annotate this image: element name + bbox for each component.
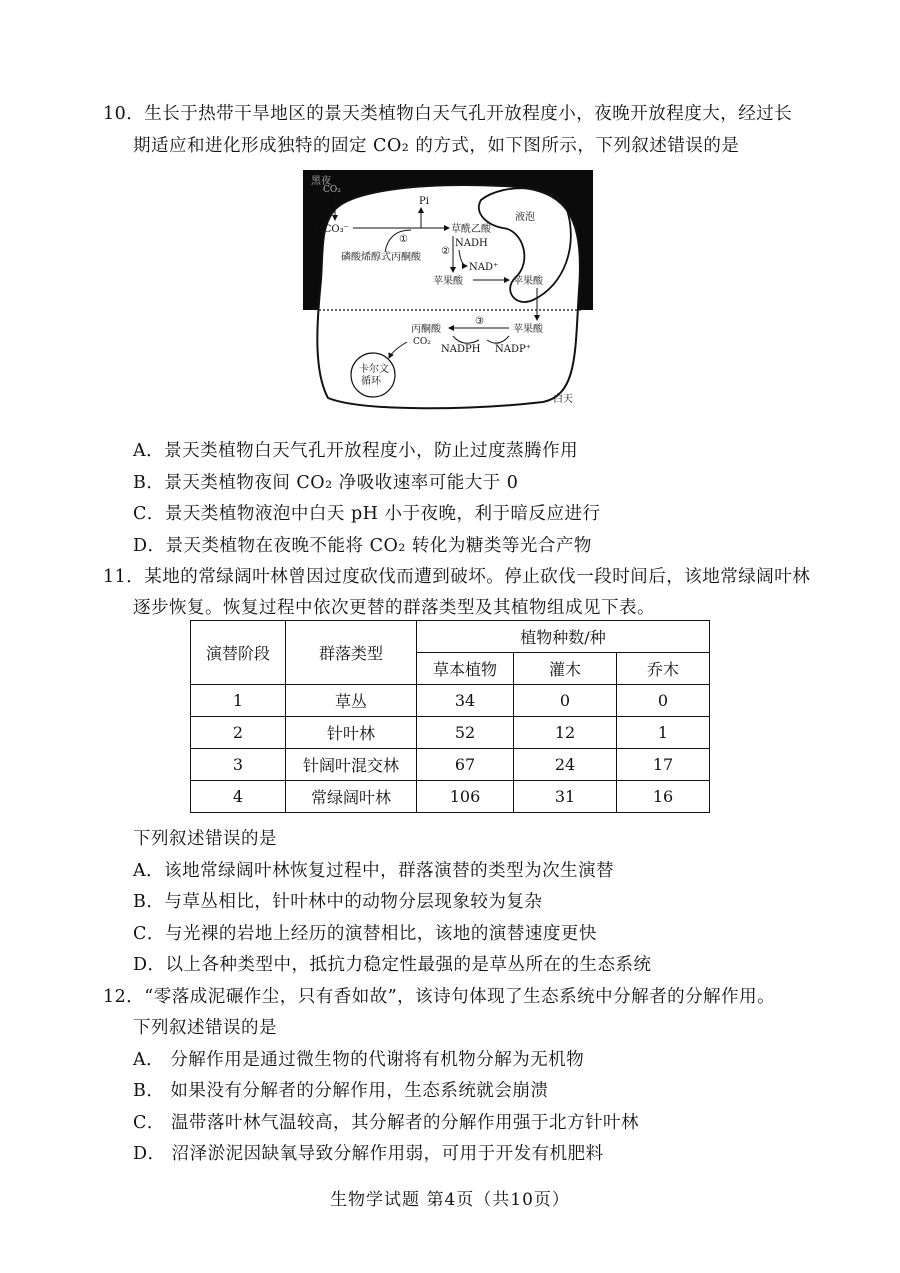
cell-herb: 67 [417, 749, 514, 781]
q11-option-d: D．以上各种类型中，抵抗力稳定性最强的是草丛所在的生态系统 [133, 955, 652, 975]
cam-pathway-diagram [303, 170, 593, 420]
cell-type: 常绿阔叶林 [286, 781, 417, 813]
cell-tree: 1 [617, 717, 710, 749]
cell-stage: 2 [191, 717, 286, 749]
header-shrub: 灌木 [514, 653, 617, 685]
day-label: 白天 [553, 394, 573, 405]
cell-herb: 106 [417, 781, 514, 813]
cell-stage: 1 [191, 685, 286, 717]
q10-option-b: B．景天类植物夜间 CO₂ 净吸收速率可能大于 0 [133, 473, 519, 493]
cell-tree: 16 [617, 781, 710, 813]
pep-label: 磷酸烯醇式丙酮酸 [341, 252, 421, 263]
cell-shrub: 12 [514, 717, 617, 749]
q12-option-d: D． 沼泽淤泥因缺氧导致分解作用弱，可用于开发有机肥料 [133, 1144, 604, 1164]
header-stage: 演替阶段 [191, 621, 286, 685]
malate-label-vacuole: 苹果酸 [513, 276, 543, 287]
table-row [191, 685, 710, 717]
table-row [191, 749, 710, 781]
cell-herb: 34 [417, 685, 514, 717]
pyruvate-label: 丙酮酸 [411, 324, 441, 335]
nadh-label: NADH [455, 238, 488, 249]
nad-label: NAD⁺ [469, 262, 499, 273]
q12-option-c: C． 温带落叶林气温较高，其分解者的分解作用强于北方针叶林 [133, 1113, 639, 1133]
cell-shrub: 24 [514, 749, 617, 781]
q12-option-a: A． 分解作用是通过微生物的代谢将有机物分解为无机物 [133, 1050, 585, 1070]
calvin-label: 卡尔文 [359, 364, 389, 375]
q10-option-d: D．景天类植物在夜晚不能将 CO₂ 转化为糖类等光合产物 [133, 536, 592, 556]
cell-type: 草丛 [286, 685, 417, 717]
vacuole-label: 液泡 [515, 212, 535, 223]
cell-type: 针阔叶混交林 [286, 749, 417, 781]
cell-stage: 4 [191, 781, 286, 813]
cell-tree: 0 [617, 685, 710, 717]
cell-tree: 17 [617, 749, 710, 781]
header-herb: 草本植物 [417, 653, 514, 685]
nadph-label: NADPH [441, 344, 481, 355]
header-tree: 乔木 [617, 653, 710, 685]
step1-label: ① [399, 234, 408, 245]
cell-herb: 52 [417, 717, 514, 749]
q11-option-b: B．与草丛相比，针叶林中的动物分层现象较为复杂 [133, 892, 543, 912]
q11-option-c: C．与光裸的岩地上经历的演替相比，该地的演替速度更快 [133, 924, 597, 944]
co2-label: CO₂ [323, 185, 341, 195]
q10-option-c: C．景天类植物液泡中白天 pH 小于夜晚，利于暗反应进行 [133, 504, 601, 524]
q12-stem-line1: 12．“零落成泥碾作尘，只有香如故”，该诗句体现了生态系统中分解者的分解作用。 [103, 987, 776, 1007]
night-label: 黑夜 [311, 176, 331, 187]
q10-stem-line2: 期适应和进化形成独特的固定 CO₂ 的方式，如下图所示，下列叙述错误的是 [133, 136, 740, 156]
q11-stem-line2: 逐步恢复。恢复过程中依次更替的群落类型及其植物组成见下表。 [133, 598, 655, 618]
hco3-label: HCO₃⁻ [315, 224, 349, 235]
pi-label: Pi [419, 196, 429, 207]
cycle-label: 循环 [361, 376, 381, 387]
cell-type: 针叶林 [286, 717, 417, 749]
succession-table [190, 620, 710, 813]
co2-release-label: CO₂ [413, 337, 431, 347]
q12-question: 下列叙述错误的是 [133, 1018, 277, 1038]
q10-stem-line1: 10．生长于热带干旱地区的景天类植物白天气孔开放程度小，夜晚开放程度大，经过长 [103, 104, 793, 124]
cell-shrub: 31 [514, 781, 617, 813]
cell-stage: 3 [191, 749, 286, 781]
page-footer: 生物学试题 第4页（共10页） [330, 1190, 570, 1210]
q10-option-a: A．景天类植物白天气孔开放程度小，防止过度蒸腾作用 [133, 441, 579, 461]
cell-shrub: 0 [514, 685, 617, 717]
oxaloacetate-label: 草酰乙酸 [451, 224, 491, 235]
header-species-count: 植物种数/种 [417, 621, 710, 653]
step3-label: ③ [475, 316, 484, 327]
header-community-type: 群落类型 [286, 621, 417, 685]
q11-option-a: A．该地常绿阔叶林恢复过程中，群落演替的类型为次生演替 [133, 861, 615, 881]
nadp-label: NADP⁺ [495, 344, 531, 355]
table-row [191, 781, 710, 813]
step2-label: ② [441, 246, 450, 257]
q11-question: 下列叙述错误的是 [133, 829, 277, 849]
q11-stem-line1: 11．某地的常绿阔叶林曾因过度砍伐而遭到破坏。停止砍伐一段时间后，该地常绿阔叶林 [103, 567, 811, 587]
malate-label-day: 苹果酸 [513, 324, 543, 335]
q12-option-b: B． 如果没有分解者的分解作用，生态系统就会崩溃 [133, 1081, 549, 1101]
malate-label-cytosol: 苹果酸 [433, 276, 463, 287]
table-row [191, 717, 710, 749]
